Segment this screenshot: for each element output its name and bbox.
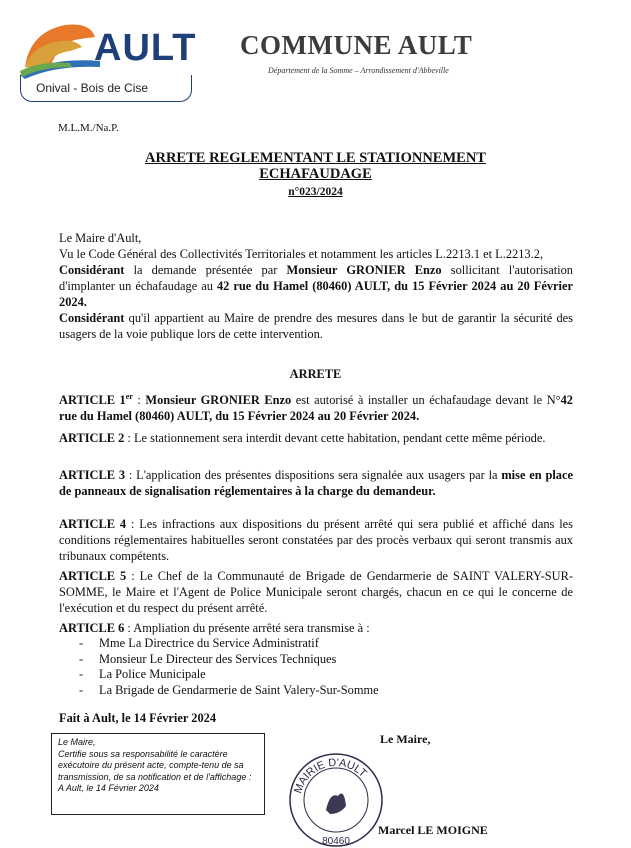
- article-6: ARTICLE 6 : Ampliation du présente arrêté sera transmise à : - Mme La Directrice du Service Administratif - Monsieur Le Directeur des Services Techniques - La Police Municipale - La Brigade de Gendarmerie de Saint Valery-Sur-Somme: [59, 620, 573, 698]
- signature-role: Le Maire,: [380, 732, 431, 746]
- preamble-mayor: Le Maire d'Ault,: [59, 231, 142, 245]
- certification-box: Le Maire, Certifie sous sa responsabilité le caractère exécutoire du présent acte, compte-tenu de sa transmission, de sa notification et de l'affichage : A Ault, le 14 Février 2024: [51, 733, 265, 815]
- logo-name: AULT: [94, 27, 197, 69]
- reference: M.L.M./Na.P.: [58, 122, 119, 134]
- doc-number: n°023/2024: [288, 186, 343, 198]
- article-2: ARTICLE 2 : Le stationnement sera interdit devant cette habitation, pendant cette même période.: [59, 431, 546, 445]
- commune-title: COMMUNE AULT: [240, 30, 473, 60]
- preamble-considerant-1: Considérant la demande présentée par Monsieur GRONIER Enzo sollicitant l'autorisation d'implanter un échafaudage au 42 rue du Hamel (80460) AULT, du 15 Février 2024 au 20 Février 2024.: [59, 263, 573, 309]
- mairie-stamp: [282, 740, 390, 848]
- list-item: - La Police Municipale: [79, 667, 206, 681]
- article-3: ARTICLE 3 : L'application des présentes dispositions sera signalée aux usagers par la mise en place de panneaux de signalisation réglementaires à la charge du demandeur.: [59, 468, 574, 498]
- article-4: ARTICLE 4 : Les infractions aux dispositions du présent arrêté qui sera publié et affiché dans les conditions réglementaires habituelles seront constatées par des procès verbaux qui seront transmis aux tribunaux compétents.: [59, 517, 573, 563]
- logo-tagline: Onival - Bois de Cise: [36, 81, 149, 95]
- preamble: [59, 230, 573, 342]
- doc-title-line2: ECHAFAUDAGE: [259, 166, 372, 182]
- list-item: - La Brigade de Gendarmerie de Saint Valery-Sur-Somme: [79, 682, 379, 697]
- preamble-code: Vu le Code Général des Collectivités Territoriales et notamment les articles L.2213.1 et L.2213.2,: [59, 247, 544, 261]
- svg-text:80460: 80460: [322, 836, 350, 847]
- fait-a-ault: Fait à Ault, le 14 Février 2024: [59, 711, 217, 725]
- preamble-considerant-2: Considérant qu'il appartient au Maire de prendre des mesures dans le but de garantir la sécurité des usagers de la voie publique lors de cette intervention.: [59, 311, 573, 341]
- signatory-name: Marcel LE MOIGNE: [378, 823, 488, 837]
- list-item: - Monsieur Le Directeur des Services Techniques: [79, 651, 337, 666]
- article-5: ARTICLE 5 : Le Chef de la Communauté de Brigade de Gendarmerie de SAINT VALERY-SUR-SOMME, le Maire et l'Agent de Police Municipale seront chargés, chacun en ce qui le concerne de l'exécution et du respect du présent arrêté.: [59, 569, 573, 615]
- logo-emblem: [20, 17, 100, 79]
- list-item: - Mme La Directrice du Service Administratif: [79, 636, 319, 650]
- doc-title-line1: ARRETE REGLEMENTANT LE STATIONNEMENT: [145, 150, 486, 166]
- distribution-list: [59, 636, 573, 698]
- arrete-heading: ARRETE: [289, 367, 342, 381]
- stamp-text: MAIRIE D'AULT: [292, 756, 369, 796]
- article-1: ARTICLE 1er : Monsieur GRONIER Enzo est autorisé à installer un échafaudage devant le N°42 rue du Hamel (80460) AULT, du 15 Février 2024 au 20 Février 2024.: [59, 392, 573, 424]
- commune-logo: [20, 17, 200, 102]
- commune-subtitle: Département de la Somme – Arrondissement d'Abbeville: [268, 66, 449, 75]
